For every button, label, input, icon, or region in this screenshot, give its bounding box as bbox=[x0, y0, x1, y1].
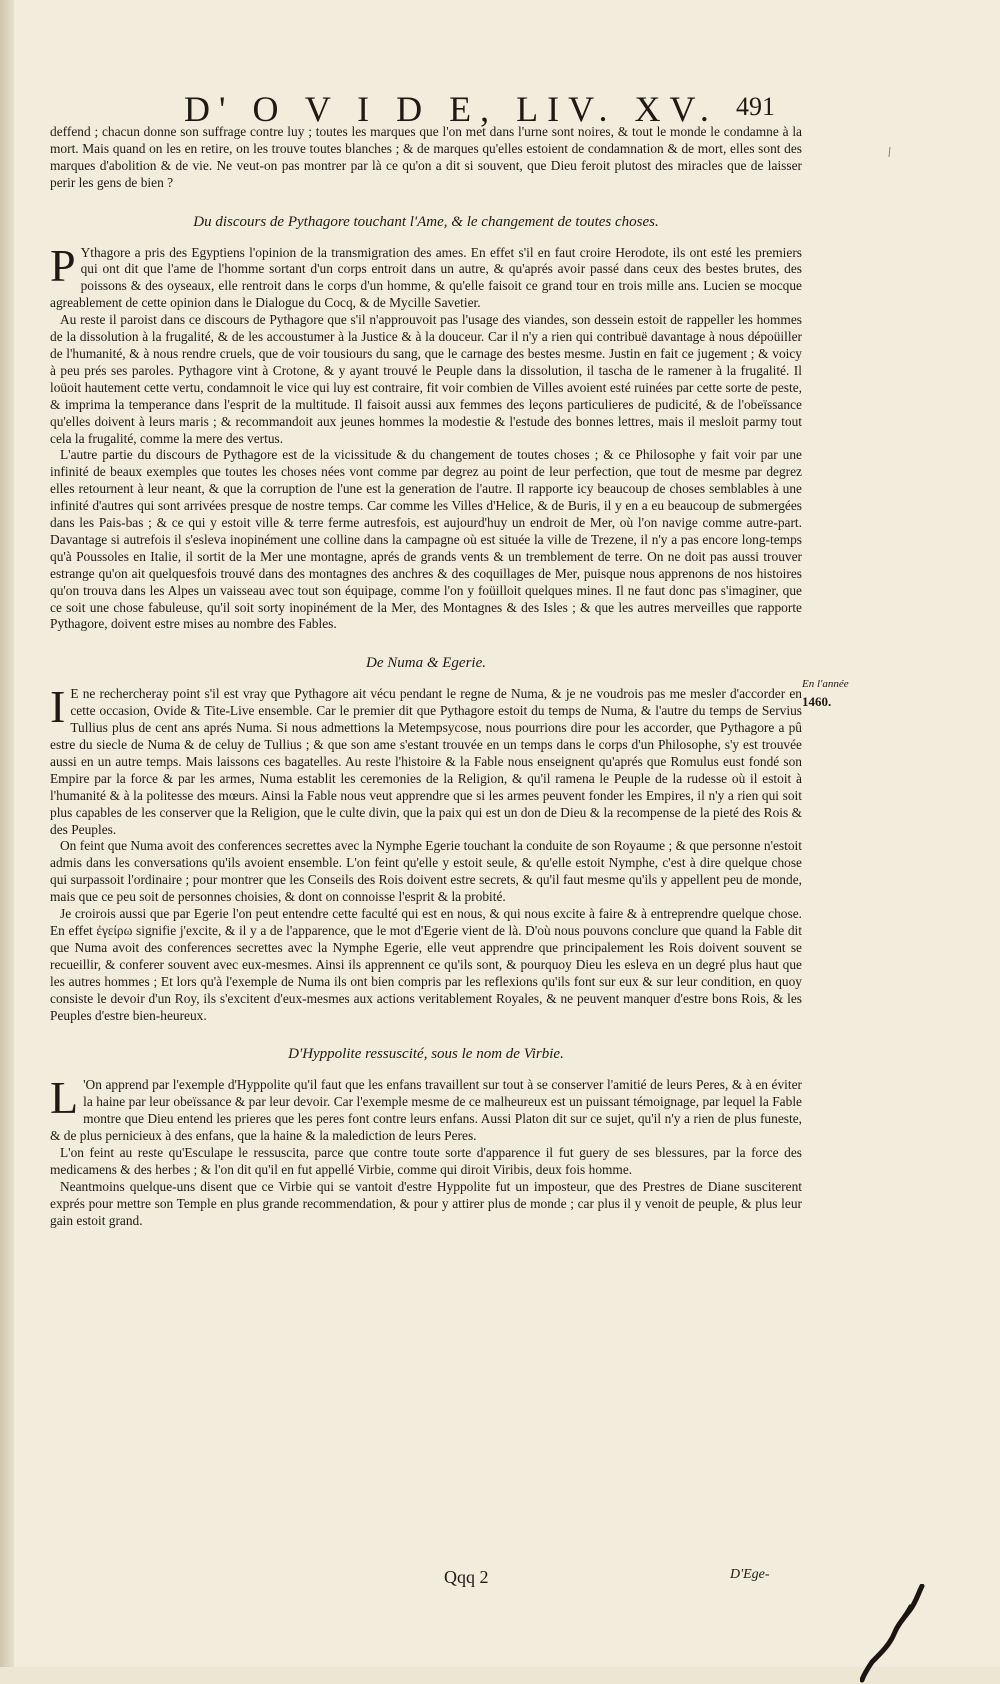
page-number: 491 bbox=[736, 92, 775, 121]
margin-note-year: 1460. bbox=[802, 694, 832, 709]
margin-note bbox=[802, 676, 872, 710]
signature-mark: Qqq 2 bbox=[444, 1567, 489, 1587]
margin-note-text: En l'année bbox=[802, 678, 849, 690]
paragraph-text: E ne rechercheray point s'il est vray que Pythagore ait vécu pendant le regne de Numa, & je ne voudrois pas me mesler d'accorder en cette occasion, Ovide & Tite-Live ensemble. Car le premier dit que Pythagore estoit du temps de Numa, & l'autre du temps de Servius Tullius plus de cent ans aprés Numa. Si nous admettions la Metempsycose, nous pourrions dire pour les accorder, que Pythagore a pû estre du siecle de Numa & de celuy de Tullius ; & que son ame s'estant trouvée en un temps dans le corps d'un Philosophe, s'y est trouvée aussi en un autre temps. Mais laissons ces bagatelles. Au reste l'histoire & la Fable nous enseignent qu'aprés que Romulus eust fondé son Empire par la force & par les armes, Numa establit les ceremonies de la Religion, & qu'il ramena le Peuple de la rudesse où il estoit à l'humanité & à la politesse des mœurs. Ainsi la Fable nous veut apprendre que si les armes peuvent fonder les Empires, il n'y a rien qui soit plus capables de les conserver que la Religion, que le culte divin, que la paix qui est un don de Dieu & la recompense de la pieté des Rois & des Peuples. bbox=[50, 686, 802, 837]
pencil-mark bbox=[887, 147, 893, 157]
paragraph: deffend ; chacun donne son suffrage contre luy ; toutes les marques que l'on met dans l'urne sont noires, & tout le monde le condamne à la mort. Mais quand on les en retire, on les trouve toutes blanches ; & de marques qu'elles estoient de condamnation & de mort, elles sont des marques d'abolition & de vie. Ne veut-on pas montrer par là ce qu'on a dit si souvent, que Dieu feroit plutost des miracles que de laisser perir les gens de bien ? bbox=[50, 124, 802, 190]
paragraph: L'autre partie du discours de Pythagore est de la vicissitude & du changement de toutes choses ; & ce Philosophe y fait voir par une infinité de beaux exemples que toutes les choses nées vont comme par degrez au point de leur perfection, que tout de mesme par degrez elles retournent à leur neant, & que la corruption de l'une est la generation de l'autre. Il rapporte icy beaucoup de choses semblables à une infinité d'autres qui sont arrivées presque de nostre temps. Car comme les Villes d'Helice, & de Buris, il y en a eu beaucoup de submergées dans les Pais-bas ; & ce qui y estoit ville & terre ferme autresfois, est aujourd'huy un endroit de Mer, où l'on navige comme autre-part. Davantage si autrefois il s'esleva inopinément une colline dans la campagne où est située la ville de Trezene, il n'y a pas encore long-temps qu'à Poussoles en Italie, il sortit de la Mer une montagne, aprés de grands vents & un tremblement de terre. On ne doit pas aussi trouver estrange qu'on ait quelquesfois trouvé dans des montagnes des anchres & des coquillages de Mer, puisque nous apprenons de nos histoires qu'on trouva dans les Alpes un vaisseau avec tout son équipage, comme l'on y foüilloit quelques mines. Il ne faut donc pas s'imaginer, que ce soit une chose fabuleuse, qu'il soit sorty inopinément de la Mer, des Montagnes & des Isles ; & que les autres merveilles que rapporte Pythagore, doivent estre mises au nombre des Fables. bbox=[50, 447, 802, 632]
paragraph bbox=[50, 681, 802, 838]
paragraph bbox=[50, 239, 802, 313]
paragraph bbox=[50, 1072, 802, 1145]
paragraph: Je croirois aussi que par Egerie l'on peut entendre cette faculté qui est en nous, & qui nous excite à faire & à entreprendre quelque chose. En effet ἐγείρω signifie j'excite, & il y a de l'apparence, que le mot d'Egerie vient de là. D'où nous pouvons conclure que quand la Fable dit que Numa avoit des conferences secrettes avec la Nymphe Egerie, elle veut apprendre que principalement les Rois doivent souvent se recueillir, & conferer souvent avec eux-mesmes. Ainsi ils apprennent ce qu'ils sont, & pourquoy Dieu les esleva en un degré plus haut que les autres hommes ; Et lors qu'à l'exemple de Numa ils ont bien compris par les reflexions qu'ils font sur eux & sur leur condition, en quoy consiste le devoir d'un Roy, ils s'excitent d'eux-mesmes aux actions veritablement Royales, & ne peuvent manquer d'estre bons Rois, & les Peuples d'estre bien-heureux. bbox=[50, 906, 802, 1023]
paragraph: Au reste il paroist dans ce discours de Pythagore que s'il n'approuvoit pas l'usage des viandes, son dessein estoit de rappeller les hommes de la dissolution à la frugalité, & de les accoustumer à la Justice & à la douceur. Car il n'y a rien qui contribuë davantage à nous dépoüiller de l'humanité, & à nous rendre cruels, que de voir tousiours du sang, que le carnage des bestes mesme. Justin en fait ce jugement ; & voicy à peu prés ses paroles. Pythagore vint à Crotone, & y ayant trouvé le Peuple dans la dissolution, il tascha de le ramener à la frugalité. Il loüoit hautement cette vertu, condamnoit le vice qui luy est contraire, fit voir combien de Villes avoient esté ruinées par cette sorte de peste, & imprima la temperance dans l'esprit de la multitude. Il faisoit aussi aux femmes des leçons particulieres de pudicité, & de l'obeïssance qu'elles doivent à leurs maris ; & recommandoit aux jeunes hommes la modestie & l'estude des bonnes lettres, mais il mesloit parmy tout cela la frugalité, comme la mere des vertus. bbox=[50, 312, 802, 446]
book-page bbox=[14, 0, 1000, 1667]
binding-gutter bbox=[0, 0, 14, 1667]
section-title-numa: De Numa & Egerie. bbox=[366, 655, 486, 672]
paragraph: L'on feint au reste qu'Esculape le ressuscita, parce que contre toute sorte d'apparence il fut guery de ses blessures, par la force des medicamens & des herbes ; & l'on dit qu'il en fut appellé Virbie, comme qui diroit Viribis, deux fois homme. bbox=[50, 1144, 802, 1177]
paragraph: On feint que Numa avoit des conferences secrettes avec la Nymphe Egerie touchant la conduite de son Royaume ; & que personne n'estoit admis dans les conversations qu'ils avoient ensemble. L'on feint qu'elle y estoit seule, & qu'elle estoit Nymphe, c'est à dire quelque chose qui surpassoit l'ordinaire ; pour montrer que les Conseils des Rois doivent estre secrets, & qu'il faut mesme qu'ils y appellent peu de monde, mais que ce peu soit de personnes choisies, & dont on connoisse l'esprit & la probité. bbox=[50, 838, 802, 905]
section-title-pythagore: Du discours de Pythagore touchant l'Ame, & le changement de toutes choses. bbox=[193, 213, 659, 230]
paragraph-text: Ythagore a pris des Egyptiens l'opinion de la transmigration des ames. En effet s'il en faut croire Herodote, ils ont esté les premiers qui ont dit que l'ame de l'homme sortant d'un corps entroit dans un autre, & qu'aprés avoir passé dans ceux des bestes brutes, des poissons & des oyseaux, elle rentroit dans le corps d'un homme, & qu'elle faisoit ce grand tour en trois mille ans. Lucien se mocque agreablement de cette opinion dans le Dialogue du Cocq, & de Mycille Savetier. bbox=[50, 244, 802, 311]
paragraph: Neantmoins quelque-uns disent que ce Virbie qui se vantoit d'estre Hyppolite fut un imposteur, que des Prestres de Diane susciterent exprés pour mettre son Temple en plus grande recommendation, & pour y attirer plus de monde ; car plus il y venoit de peuple, & plus leur gain estoit grand. bbox=[50, 1178, 802, 1228]
section-title-hyppolite: D'Hyppolite ressuscité, sous le nom de Virbie. bbox=[288, 1046, 564, 1063]
paragraph-text: 'On apprend par l'exemple d'Hyppolite qu'il faut que les enfans travaillent sur tout à se conserver l'amitié de leurs Peres, & à en éviter la haine par leur obeïssance & par leur devoir. Car l'exemple mesme de ce malheureux est un puissant témoignage, par lequel la Fable montre que Dieu entend les prieres que les peres font contre leurs enfans. Aussi Platon dit sur ce sujet, qu'il n'y a rien de plus funeste, & de plus pernicieux à des enfans, que la haine & la malediction de leurs Peres. bbox=[50, 1077, 802, 1144]
drop-cap: I bbox=[50, 681, 66, 733]
catchword: D'Ege- bbox=[730, 1567, 770, 1582]
main-text bbox=[50, 124, 802, 1229]
drop-cap: L bbox=[50, 1072, 79, 1124]
ink-stroke-mark bbox=[860, 1584, 930, 1684]
page-header bbox=[14, 88, 1000, 128]
drop-cap: P bbox=[50, 239, 76, 291]
running-head: D' O V I D E, LIV. XV. bbox=[184, 89, 718, 129]
